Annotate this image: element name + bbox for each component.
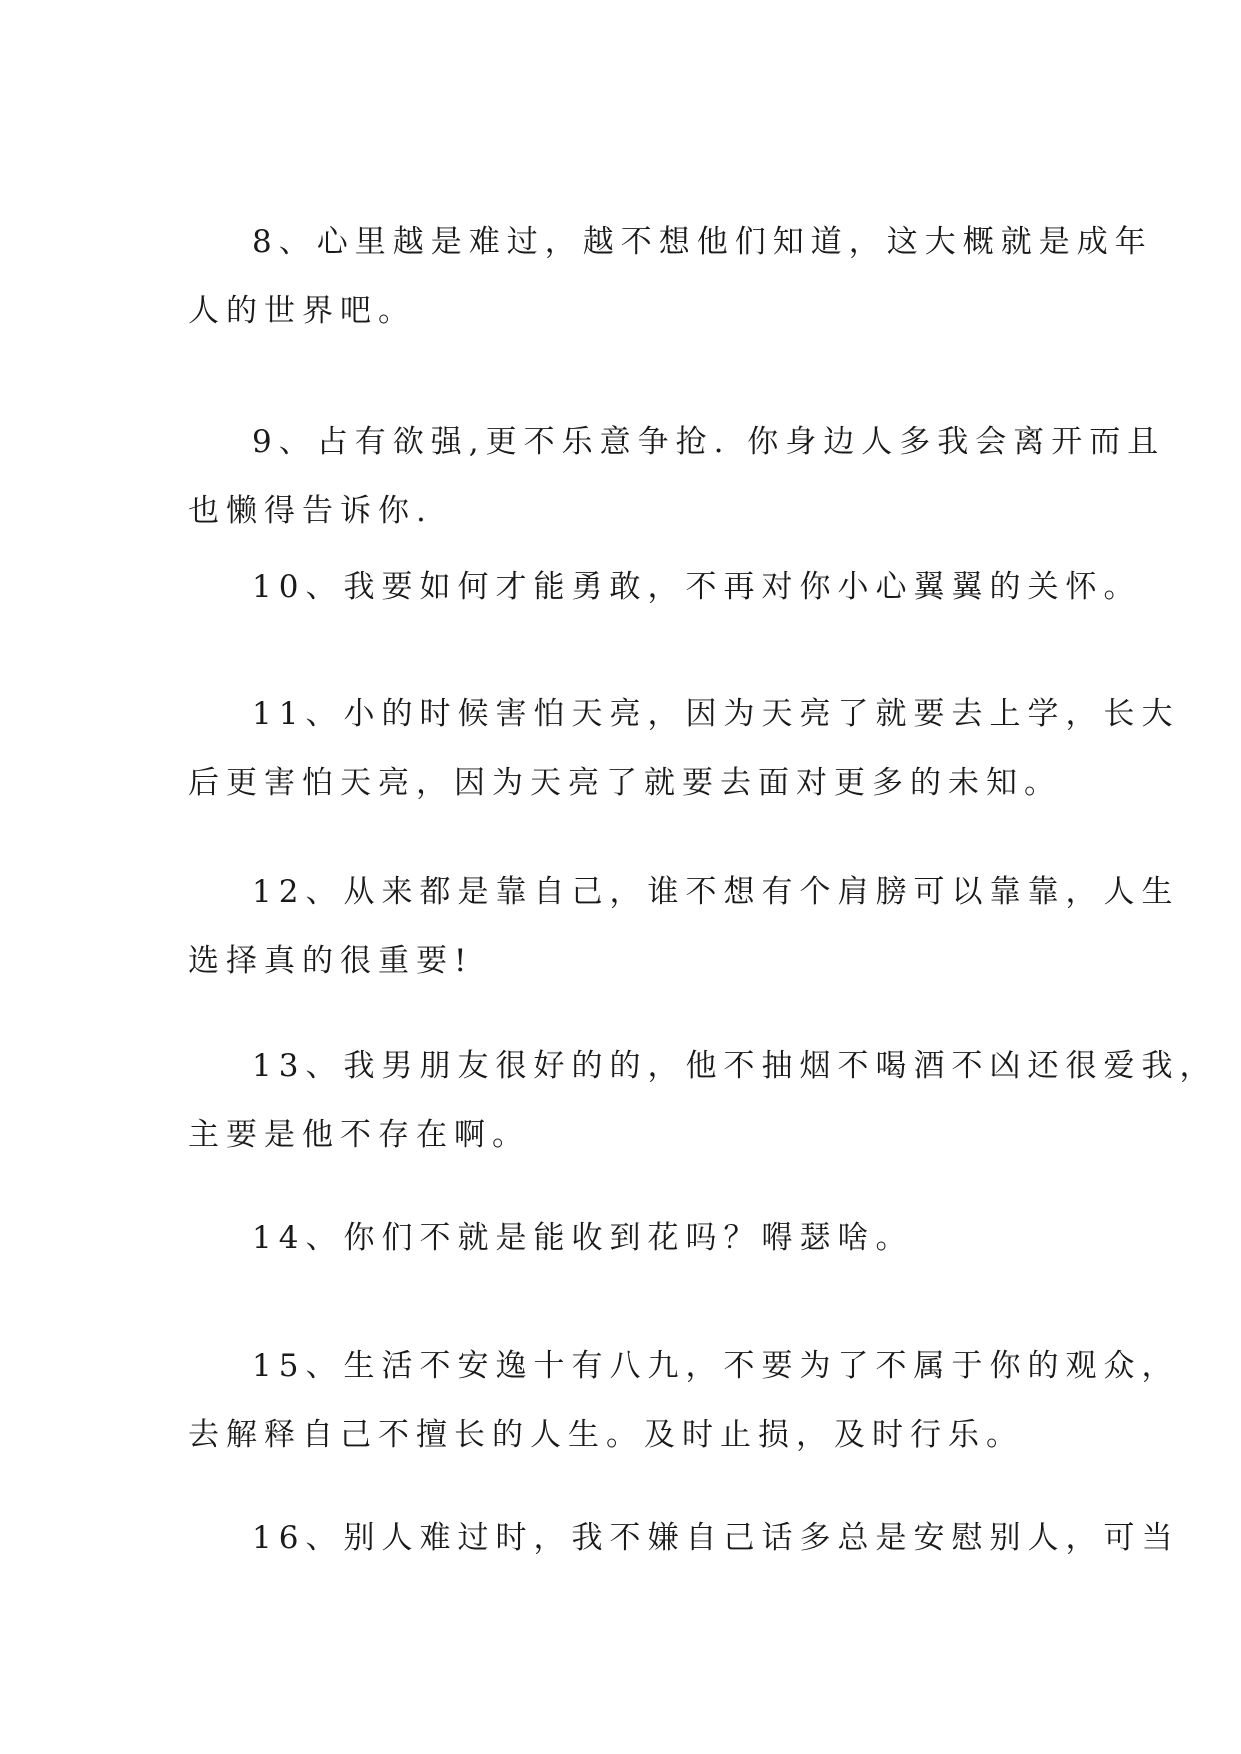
paragraph-line: 去解释自己不擅长的人生。及时止损，及时行乐。: [188, 1417, 1024, 1453]
paragraph-line: 人的世界吧。: [188, 293, 416, 329]
paragraph-item-10: [188, 553, 1142, 622]
paragraph-item-9: [188, 408, 1166, 546]
paragraph-line: 选择真的很重要!: [188, 943, 474, 979]
paragraph-line: 主要是他不存在啊。: [188, 1117, 530, 1153]
paragraph-item-11: [188, 680, 1180, 818]
paragraph-item-8: [188, 208, 1153, 346]
paragraph-line: 后更害怕天亮，因为天亮了就要去面对更多的未知。: [188, 765, 1062, 801]
paragraph-item-16: [188, 1504, 1180, 1573]
paragraph-item-14: [188, 1204, 1048, 1273]
paragraph-line: 也懒得告诉你.: [188, 493, 433, 529]
paragraph-line: 10、我要如何才能勇敢，不再对你小心翼翼的关怀。: [252, 569, 1142, 605]
paragraph-item-15: [188, 1332, 1180, 1470]
paragraph-line: 11、小的时候害怕天亮，因为天亮了就要去上学，长大: [252, 696, 1180, 732]
paragraph-line: 14、你们不就是能收到花吗？嘚瑟啥。: [252, 1220, 914, 1256]
paragraph-line: 9、占有欲强,更不乐意争抢. 你身边人多我会离开而且: [252, 424, 1166, 460]
paragraph-line: 12、从来都是靠自己，谁不想有个肩膀可以靠靠，人生: [252, 874, 1180, 910]
paragraph-line: 16、别人难过时，我不嫌自己话多总是安慰别人，可当: [252, 1520, 1180, 1556]
paragraph-item-13: [188, 1032, 1218, 1170]
paragraph-line: 13、我男朋友很好的的，他不抽烟不喝酒不凶还很爱我，: [252, 1048, 1218, 1084]
paragraph-line: 8、心里越是难过，越不想他们知道，这大概就是成年: [252, 224, 1153, 260]
paragraph-item-12: [188, 858, 1180, 996]
paragraph-line: 15、生活不安逸十有八九，不要为了不属于你的观众，: [252, 1348, 1180, 1384]
